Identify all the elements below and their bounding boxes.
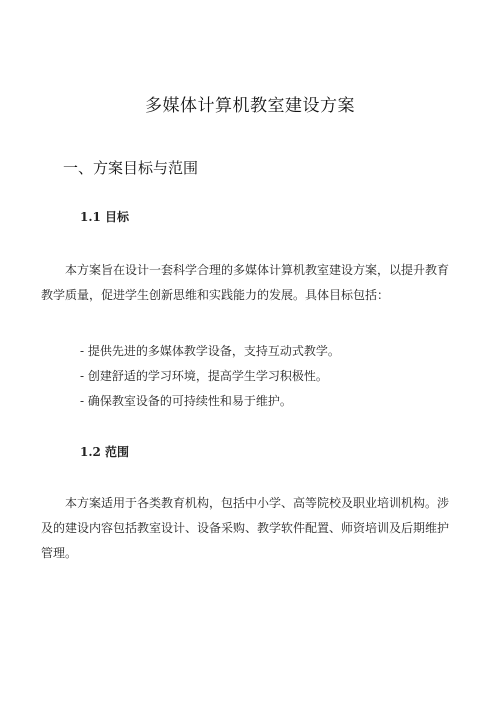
section-heading-goals-scope: 一、方案目标与范围 — [63, 159, 199, 177]
subheading-scope: 1.2 范围 — [80, 445, 130, 459]
goals-list-item: - 提供先进的多媒体教学设备，支持互动式教学。 — [80, 344, 340, 358]
subheading-goals: 1.1 目标 — [80, 210, 130, 224]
document-title: 多媒体计算机教室建设方案 — [145, 96, 355, 116]
goals-list — [80, 339, 340, 414]
goals-intro-paragraph: 本方案旨在设计一套科学合理的多媒体计算机教室建设方案，以提升教育教学质量，促进学生创新思维和实践能力的发展。具体目标包括： — [41, 263, 450, 302]
goals-list-item: - 创建舒适的学习环境，提高学生学习积极性。 — [80, 369, 328, 383]
scope-paragraph: 本方案适用于各类教育机构，包括中小学、高等院校及职业培训机构。涉及的建设内容包括教室设计、设备采购、教学软件配置、师资培训及后期维护管理。 — [41, 496, 450, 560]
goals-list-item: - 确保教室设备的可持续性和易于维护。 — [80, 394, 292, 408]
